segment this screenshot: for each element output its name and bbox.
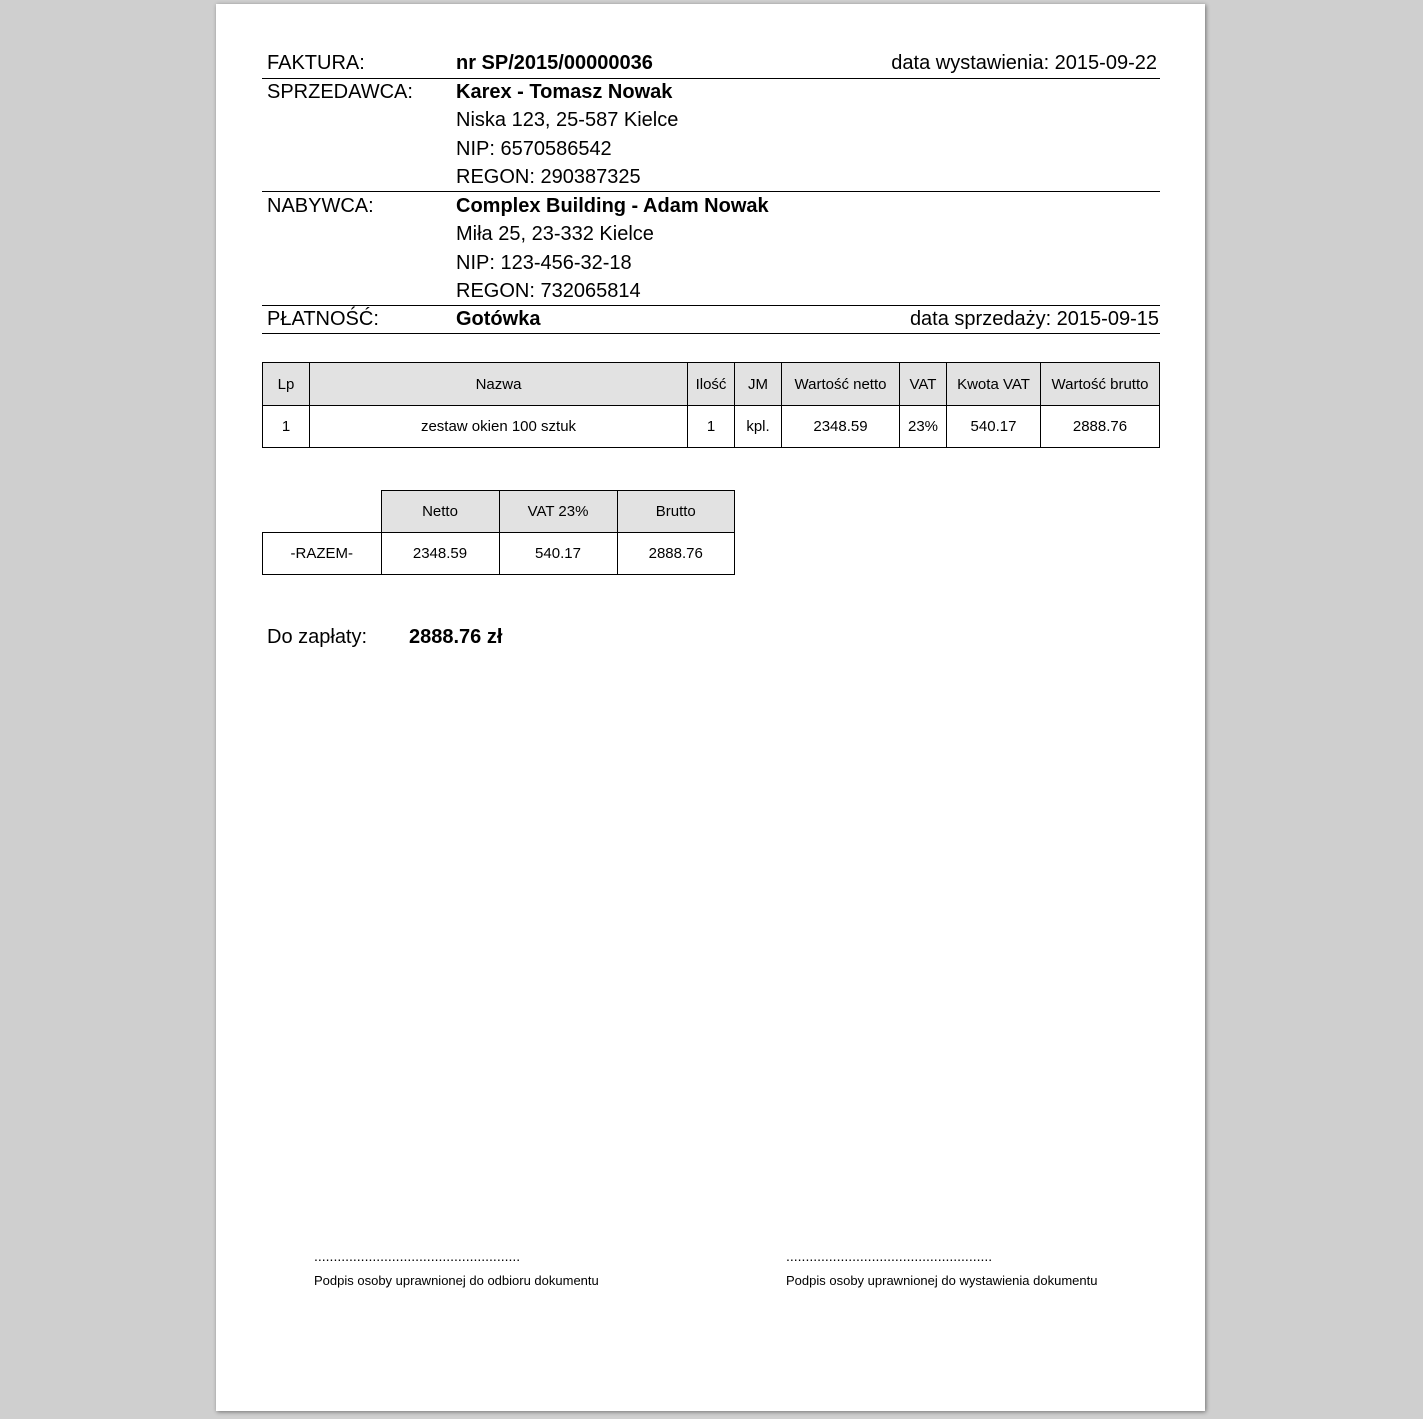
divider <box>262 78 1160 79</box>
divider <box>262 333 1160 334</box>
col-header-gross: Wartość brutto <box>1041 363 1160 406</box>
signature-line-receiver: ..................................................... <box>314 1248 521 1264</box>
divider <box>262 305 1160 306</box>
col-header-qty: Ilość <box>688 363 735 406</box>
buyer-name: Complex Building - Adam Nowak <box>456 195 769 217</box>
cell-qty: 1 <box>688 406 735 448</box>
cell-vat-amount: 540.17 <box>947 406 1041 448</box>
summary-table <box>262 490 735 575</box>
invoice-label: FAKTURA: <box>267 52 365 74</box>
items-table <box>262 362 1160 448</box>
col-header-net: Wartość netto <box>782 363 900 406</box>
buyer-nip: NIP: 123-456-32-18 <box>456 252 632 274</box>
cell-gross: 2888.76 <box>1041 406 1160 448</box>
col-header-lp: Lp <box>263 363 310 406</box>
summary-header-row <box>263 491 735 533</box>
cell-vat: 23% <box>900 406 947 448</box>
signature-label-receiver: Podpis osoby uprawnionej do odbioru dokumentu <box>314 1273 599 1288</box>
buyer-label: NABYWCA: <box>267 195 374 217</box>
summary-header-gross: Brutto <box>617 491 735 533</box>
buyer-regon: REGON: 732065814 <box>456 280 641 302</box>
summary-net: 2348.59 <box>381 533 499 575</box>
summary-header-net: Netto <box>381 491 499 533</box>
summary-row <box>263 533 735 575</box>
cell-net: 2348.59 <box>782 406 900 448</box>
seller-address: Niska 123, 25-587 Kielce <box>456 109 679 131</box>
table-row <box>263 406 1160 448</box>
due-amount: 2888.76 zł <box>409 626 503 648</box>
cell-name: zestaw okien 100 sztuk <box>310 406 688 448</box>
issue-date: data wystawienia: 2015-09-22 <box>891 52 1157 74</box>
payment-method: Gotówka <box>456 308 541 330</box>
summary-header-vat: VAT 23% <box>499 491 617 533</box>
summary-gross: 2888.76 <box>617 533 735 575</box>
invoice-page <box>216 4 1205 1411</box>
sale-date: data sprzedaży: 2015-09-15 <box>909 308 1159 330</box>
col-header-vat: VAT <box>900 363 947 406</box>
items-header-row <box>263 363 1160 406</box>
payment-label: PŁATNOŚĆ: <box>267 308 379 330</box>
cell-lp: 1 <box>263 406 310 448</box>
seller-name: Karex - Tomasz Nowak <box>456 81 673 103</box>
due-label: Do zapłaty: <box>267 626 368 648</box>
signature-label-issuer: Podpis osoby uprawnionej do wystawienia dokumentu <box>786 1273 1098 1288</box>
invoice-number: nr SP/2015/00000036 <box>456 52 653 74</box>
seller-label: SPRZEDAWCA: <box>267 81 413 103</box>
seller-regon: REGON: 290387325 <box>456 166 641 188</box>
buyer-address: Miła 25, 23-332 Kielce <box>456 223 654 245</box>
col-header-name: Nazwa <box>310 363 688 406</box>
summary-total-label: -RAZEM- <box>263 533 382 575</box>
summary-empty-cell <box>263 491 382 533</box>
summary-vat: 540.17 <box>499 533 617 575</box>
col-header-unit: JM <box>735 363 782 406</box>
seller-nip: NIP: 6570586542 <box>456 138 612 160</box>
cell-unit: kpl. <box>735 406 782 448</box>
divider <box>262 191 1160 192</box>
signature-line-issuer: ..................................................... <box>786 1248 993 1264</box>
col-header-vat-amount: Kwota VAT <box>947 363 1041 406</box>
